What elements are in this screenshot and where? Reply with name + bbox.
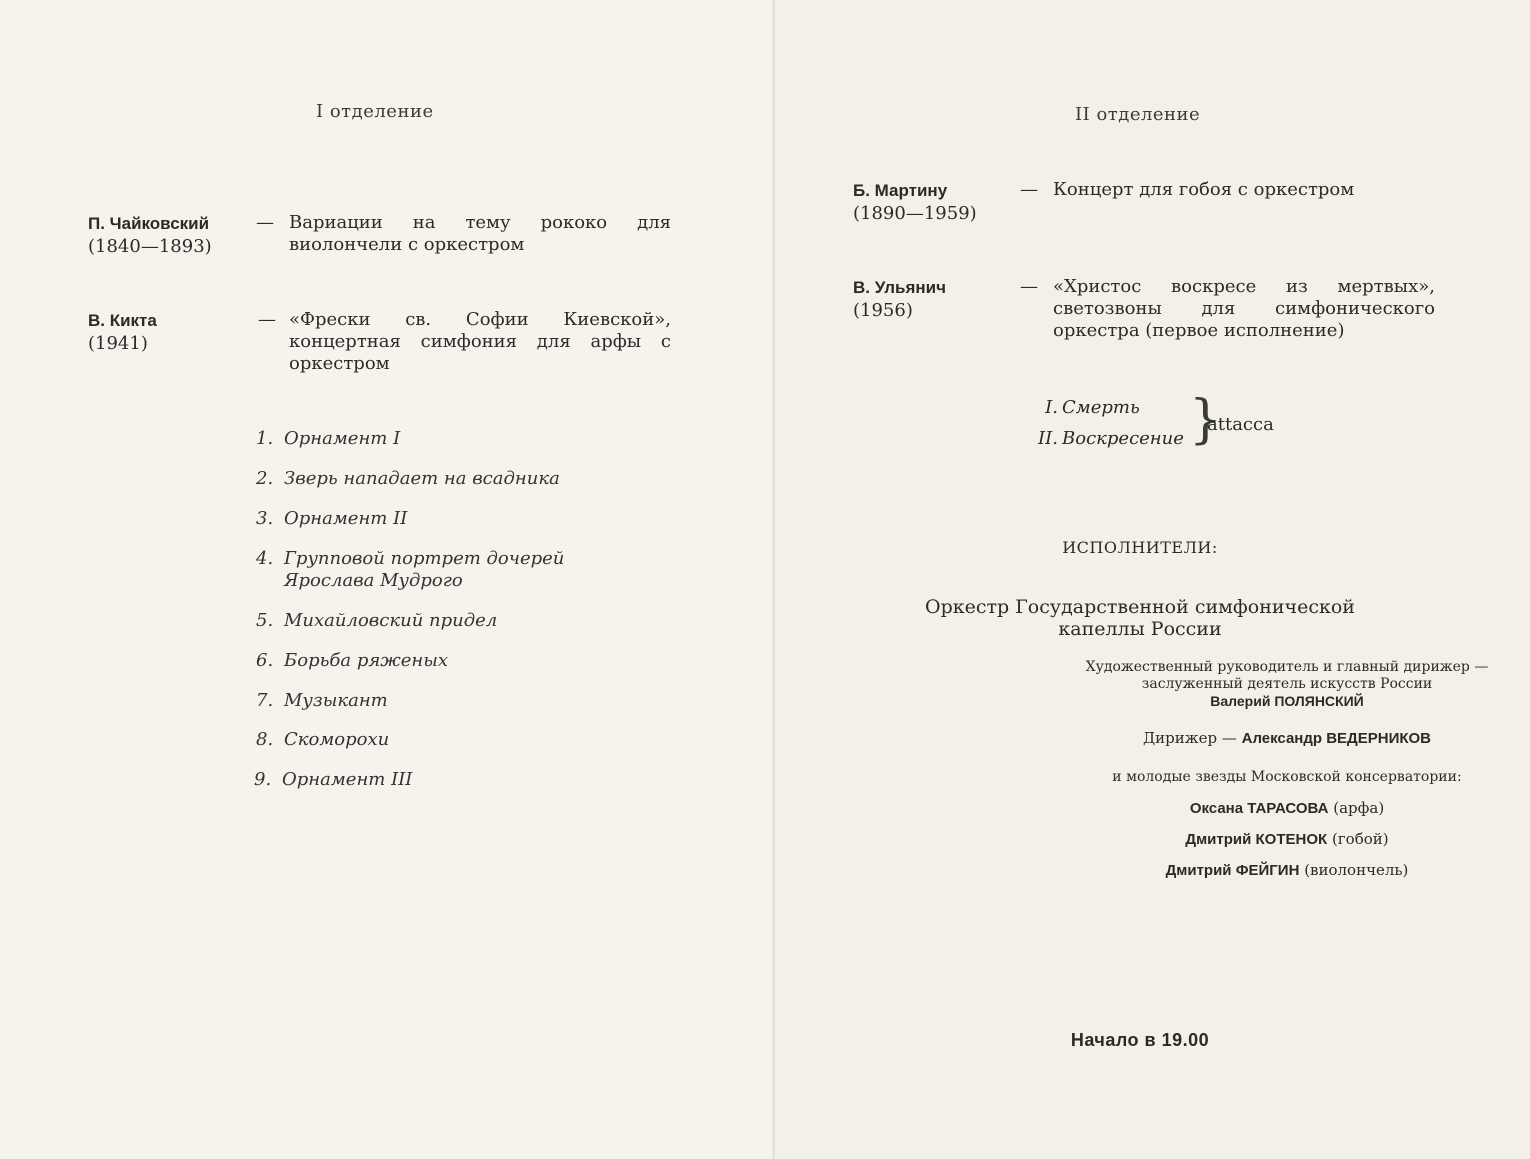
work-title: «Фрески св. Софии Киевской», концертная симфония для арфы с оркестром: [289, 309, 671, 374]
soloist-name: Дмитрий ФЕЙГИН: [1165, 862, 1300, 879]
composer-entry: [853, 276, 1023, 322]
start-time: Начало в 19.00: [1070, 1030, 1210, 1050]
dash: —: [1020, 179, 1038, 200]
dash: —: [256, 212, 274, 233]
director-title: Художественный руководитель и главный дирижер —: [1085, 659, 1489, 675]
movement-item: [254, 769, 412, 791]
director-honor: заслуженный деятель искусств России: [1141, 676, 1433, 692]
movement-number: I.: [1045, 397, 1058, 418]
movement-title: Орнамент II: [284, 508, 408, 529]
movement-item: [256, 650, 448, 672]
movement-title: Музыкант: [284, 690, 388, 711]
soloist-name: Оксана ТАРАСОВА: [1189, 800, 1329, 817]
movement-item: [256, 508, 407, 530]
soloist-instrument: (гобой): [1331, 830, 1389, 848]
work-entry: [1020, 276, 1440, 346]
movement-number: II.: [1038, 428, 1058, 449]
composer-name: В. Ульянич: [853, 278, 946, 297]
section-title-2: II отделение: [1075, 104, 1201, 125]
movement-number: 6.: [256, 650, 274, 671]
movement-title: Зверь нападает на всадника: [284, 468, 560, 489]
brace-icon: }: [1189, 390, 1223, 450]
orchestra-line: Оркестр Государственной симфонической: [925, 596, 1355, 618]
composer-dates: (1890—1959): [853, 203, 977, 224]
soloist-instrument: (арфа): [1333, 799, 1385, 817]
director-block: [775, 659, 1530, 710]
composer-entry: [853, 179, 1023, 225]
conductor-name: Александр ВЕДЕРНИКОВ: [1241, 730, 1432, 747]
composer-name: П. Чайковский: [88, 214, 210, 233]
soloist-instrument: (виолончель): [1304, 861, 1409, 879]
young-stars-line: и молодые звезды Московской консерватории:: [1112, 769, 1462, 785]
movement-item: [256, 729, 389, 751]
movement-title: Смерть: [1062, 397, 1140, 418]
composer-name: В. Кикта: [88, 311, 157, 330]
orchestra-line: капеллы России: [1058, 618, 1222, 640]
movement-title: Орнамент I: [284, 428, 401, 449]
movement-title: Орнамент III: [282, 769, 413, 790]
work-entry: [258, 309, 678, 379]
performers-heading: ИСПОЛНИТЕЛИ:: [1062, 538, 1218, 557]
right-page: [775, 0, 1530, 1159]
movement-title: Михайловский придел: [284, 610, 498, 631]
movement-title: Борьба ряженых: [284, 650, 449, 671]
movement-title: Групповой портрет дочерей: [284, 548, 565, 569]
movement-title: Скоморохи: [284, 729, 390, 750]
movement-item: [256, 610, 497, 632]
dash: —: [258, 309, 276, 330]
movement-title: Воскресение: [1062, 428, 1184, 449]
work-title: Концерт для гобоя с оркестром: [1053, 179, 1355, 200]
movement-item: [1018, 392, 1188, 423]
dash: —: [1020, 276, 1038, 297]
work-entry: [1020, 179, 1440, 205]
movement-item: [256, 428, 400, 450]
movement-number: 8.: [256, 729, 274, 750]
director-name: Валерий ПОЛЯНСКИЙ: [1210, 693, 1364, 709]
attacca-mark: attacca: [1207, 414, 1274, 435]
composer-dates: (1840—1893): [88, 236, 212, 257]
conductor-line: [775, 730, 1530, 747]
movement-item: [1018, 423, 1188, 454]
movement-title-continued: Ярослава Мудрого: [284, 570, 463, 591]
work-entry: [256, 212, 676, 262]
movement-item: [256, 690, 388, 712]
movement-item: [256, 548, 564, 592]
conductor-label: Дирижер —: [1142, 729, 1237, 747]
soloist: [775, 830, 1530, 848]
movement-number: 4.: [256, 548, 274, 569]
composer-name: Б. Мартину: [853, 181, 948, 200]
composer-dates: (1956): [853, 300, 913, 321]
movement-number: 1.: [256, 428, 274, 449]
composer-dates: (1941): [88, 333, 148, 354]
soloist: [775, 799, 1530, 817]
movement-item: [256, 468, 560, 490]
composer-entry: [88, 309, 258, 355]
movement-number: 7.: [256, 690, 274, 711]
composer-entry: [88, 212, 258, 258]
movement-number: 2.: [256, 468, 274, 489]
soloist: [775, 861, 1530, 879]
movement-number: 5.: [256, 610, 274, 631]
soloist-name: Дмитрий КОТЕНОК: [1185, 831, 1328, 848]
movement-number: 9.: [254, 769, 272, 790]
orchestra-name: [775, 596, 1505, 640]
section-title-1: I отделение: [316, 101, 434, 122]
work-title: Вариации на тему рококо для виолончели с оркестром: [289, 212, 671, 255]
movement-list: [1018, 392, 1188, 454]
movement-number: 3.: [256, 508, 274, 529]
work-title: «Христос воскресе из мертвых», светозвоны для симфонического оркестра (первое исполнение): [1053, 276, 1435, 341]
